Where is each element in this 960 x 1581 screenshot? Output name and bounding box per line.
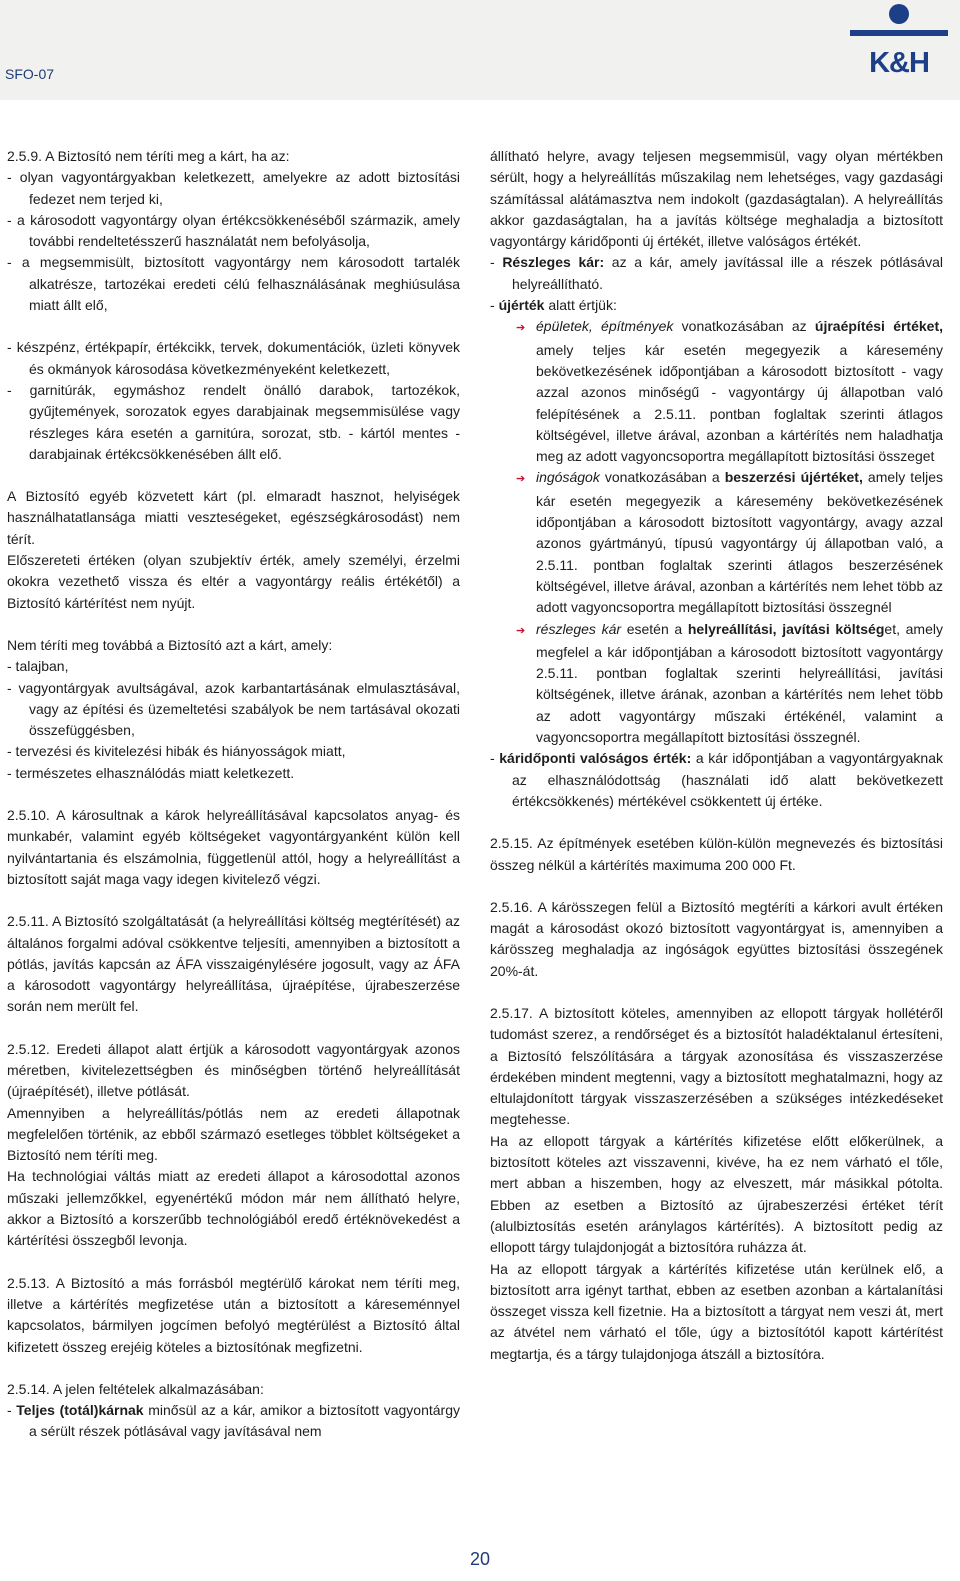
actual-value-definition: - káridőponti valóságos érték: a kár időpontjában a vagyontárgyaknak az elhasználódottság (használati idő alatt bekövetkezett értékcsökkenés) mértékével csökkentett új értéke. — [490, 750, 943, 809]
new-value-term: újérték — [498, 297, 545, 314]
section-2-5-17-c: Ha az ellopott tárgyak a kártérítés kifizetése után kerülnek elő, a biztosított arra igényt tarthat, ebben az esetben azonban a kártalanítási összeget vissza kell fizetnie. Ha a biztosított a tárgyat nem veszi át, mert az átvétel nem várható el tőle, úgy a biztosítótól kapott kártérítést megtartja, és a tárgy tulajdonjoga átszáll a biztosítóra. — [490, 1260, 943, 1362]
arrow-icon: ➔ — [516, 473, 526, 486]
list-item: - természetes elhasználódás miatt keletkezett. — [7, 764, 295, 781]
section-2-5-17-b: Ha az ellopott tárgyak a kártérítés kifizetése előtt előkerülnek, a biztosított köteles azt visszavenni, kivéve, ha ez nem várható el tőle, mert abban a hiszemben, hogy az elveszett, már másikkal pótolta. Ebben az esetben a Biztosító az újrabeszerzési értéket térít (alulbiztosítás esetén aránylagos kártérítés). A biztosított pedig az ellopott tárgy tulajdonjogát a biztosítóra ruházza át. — [490, 1132, 943, 1256]
partial-loss-definition: - Részleges kár: az a kár, amely javítással ille a részek pótlásával helyreállítható. — [490, 254, 943, 292]
list-item: - talajban, — [7, 658, 69, 675]
total-loss-definition: - Teljes (totál)kárnak minősül az a kár, amikor a biztosított vagyontárgy a sérült részek pótlásával vagy javításával nem — [7, 1402, 460, 1440]
kh-logo — [850, 0, 948, 80]
section-2-5-17: 2.5.17. A biztosított köteles, amennyiben az ellopott tárgyak hollétéről tudomást szerez, a rendőrséget és a biztosítót haladéktalanul értesíteni, a Biztosító felszólítására a tárgyak azonosítása és visszaszerzése érdekében mindent megtenni, vagy a biztosított meghatalmazni, hogy az eltulajdonított tárgyak visszaszerzésében a szükséges intézkedéseket megtehesse. — [490, 1004, 943, 1128]
section-2-5-11: 2.5.11. A Biztosító szolgáltatását (a helyreállítási költség megtérítését) az általános forgalmi adóval csökkentve teljesíti, amennyiben a biztosított a pótlás, javítás kapcsán az ÁFA visszaigénylésére jogosult, vagy az ÁFA a károsodott vagyontárgy helyreállítása, újraépítése, újrabeszerzése során nem merült fel. — [7, 913, 460, 1015]
section-2-5-12-c: Ha technológiai váltás miatt az eredeti állapot a károsodottal azonos műszaki jellemzőkkel, egyenértékű módon már nem állítható helyre, akkor a Biztosító a korszerűbb technológiából eredő értéknövekedést a kártérítési összegből levonja. — [7, 1168, 460, 1249]
list-item: - olyan vagyontárgyakban keletkezett, amelyekre az adott biztosítási fedezet nem terjed ki, — [7, 169, 460, 207]
section-2-5-14: 2.5.14. A jelen feltételek alkalmazásában: — [7, 1380, 264, 1397]
section-2-5-12-b: Amennyiben a helyreállítás/pótlás nem az eredeti állapotnak megfelelően történik, az ebből származó esetleges többlet költségeket a Biztosító nem téríti meg. — [7, 1104, 460, 1164]
left-column — [7, 146, 460, 1443]
movables-new-value: ➔ ingóságok vonatkozásában a beszerzési újértéket, amely teljes kár esetén megegyezik a káresemény bekövetkezésének időpontjában a károsodott biztosított vagyontárgy, avagy azzal azonos gyártmányú, típusú vagyontárgy új állapotban való, a 2.5.11. pontban foglaltak szerinti átlagos beszerzésének költségével, illetve árával, azonban a kártérítés nem lehet több az adott vagyoncsoportra megállapított biztosítási összegnél — [516, 469, 943, 616]
partial-loss-term: Részleges kár: — [502, 254, 605, 271]
indirect-damage-paragraph: A Biztosító egyéb közvetett kárt (pl. elmaradt hasznot, helyiségek használhatatlansága miatti veszteségeket, egészségkárosodást) nem térít. — [7, 488, 460, 547]
section-2-5-10: 2.5.10. A károsultnak a károk helyreállításával kapcsolatos anyag- és munkabér, valamint egyéb költségeket vagyontárgyanként külön kell nyilvántartania és elszámolnia, függetlenül attól, hogy a helyreállítást a biztosított saját maga vagy idegen kivitelező végzi. — [7, 807, 460, 887]
section-2-5-12: 2.5.12. Eredeti állapot alatt értjük a károsodott vagyontárgyak azonos méretben, kivitelezettségben és minőségben történő helyreállítását (újraépítését), illetve pótlását. — [7, 1040, 460, 1100]
list-item: - a károsodott vagyontárgy olyan értékcsökkenéséből származik, amely további rendeltetésszerű használatát nem befolyásolja, — [7, 211, 460, 250]
total-loss-term: Teljes (totál)kárnak — [16, 1402, 144, 1419]
new-value-definition: - újérték alatt értjük: — [490, 297, 617, 314]
logo-text: K&H — [869, 47, 929, 79]
logo-symbol-icon — [850, 0, 948, 52]
actual-value-term: káridőponti valóságos érték: — [499, 750, 692, 767]
section-2-5-9: 2.5.9. A Biztosító nem téríti meg a kárt, ha az: — [7, 148, 290, 164]
list-item: - garnitúrák, egymáshoz rendelt önálló darabok, tartozékok, gyűjtemények, sorozatok egyes darabjainak megsemmisülése vagy részleges kára esetén a garnitúra, sorozat, stb. - kártól mentes - darabjainak értékcsökkenésében állt elő. — [7, 381, 460, 462]
section-2-5-16: 2.5.16. A kárösszegen felül a Biztosító megtéríti a kárkori avult értéken magát a károsodást okozó biztosított vagyontárgyat is, amennyiben a kárösszeg meghaladja az ingóságok együttes biztosítási összegének 20%-át. — [490, 898, 943, 979]
arrow-icon: ➔ — [516, 322, 526, 335]
further-exclusions-intro: Nem téríti meg továbbá a Biztosító azt a kárt, amely: — [7, 636, 333, 653]
section-2-5-15: 2.5.15. Az építmények esetében külön-külön megnevezés és biztosítási összeg nélkül a kártérítés maximuma 200 000 Ft. — [490, 835, 943, 873]
list-item: - készpénz, értékpapír, értékcikk, tervek, dokumentációk, üzleti könyvek és okmányok károsodása következményeként keletkezett, — [7, 339, 460, 377]
page-number: 20 — [469, 1549, 491, 1569]
document-code: SFO-07 — [5, 66, 55, 82]
buildings-new-value: ➔ épületek, építmények vonatkozásában az újraépítési értéket, amely teljes kár esetén megegyezik a káresemény bekövetkezésének időpontjában a károsodott biztosított - vagy azzal azonos minőségű - vagyontárgy új állapotban való felépítésének a 2.5.11. pontban foglaltak szerinti átlagos költségével, illetve árával, azonban a kártérítés nem haladhatja meg az adott vagyoncsoportra megállapított biztosítási összeget — [516, 318, 943, 465]
header-bar — [0, 0, 960, 100]
total-loss-continuation: állítható helyre, avagy teljesen megsemmisül, vagy olyan mértékben sérült, hogy a helyreállítás műszakilag nem lehetséges, vagy gazdasági számítással alátámasztva nem indokolt (gazdaságtalan). A helyreállítás akkor gazdaságtalan, ha a javítás költsége meghaladja a biztosított vagyontárgy káridőponti új értékét, illetve valóságos értékét. — [490, 148, 943, 250]
prior-value-paragraph: Előszereteti értéken (olyan szubjektív érték, amely személyi, érzelmi okokra vezethető vissza és eltér a vagyontárgy reális értékétől) a Biztosító kártérítést nem nyújt. — [7, 552, 460, 611]
section-2-5-13: 2.5.13. A Biztosító a más forrásból megtérülő károkat nem téríti meg, illetve a kártérítés megfizetése után a biztosított a káreseménnyel kapcsolatos, bármilyen jogcímen befolyó megtérülést a Biztosító által kifizetett összeg erejéig köteles a biztosítónak megfizetni. — [7, 1274, 460, 1355]
list-item: - vagyontárgyak avultságával, azok karbantartásának elmulasztásával, vagy az építési és üzemeltetési szabályok be nem tartásával okozati összefüggésben, — [7, 679, 460, 739]
list-item: - a megsemmisült, biztosított vagyontárgy nem károsodott tartalék alkatrésze, tartozékai eredeti célú felhasználásának meghiúsulása miatt állt elő, — [7, 254, 460, 314]
right-column — [490, 146, 943, 1365]
partial-loss-new-value: ➔ részleges kár esetén a helyreállítási, javítási költséget, amely megfelel a kár időpontjában a károsodott biztosított vagyontárgy 2.5.11. pontban foglaltak szerinti helyreállítási, javítási költségének, illetve árának, azonban a kártérítés nem lehet több az adott vagyontárgy műszaki értékénél, valamint a vagyoncsoportra megállapított biztosítási összegnél. — [516, 620, 943, 746]
list-item: - tervezési és kivitelezési hibák és hiányosságok miatt, — [7, 743, 346, 760]
arrow-icon: ➔ — [516, 624, 526, 637]
